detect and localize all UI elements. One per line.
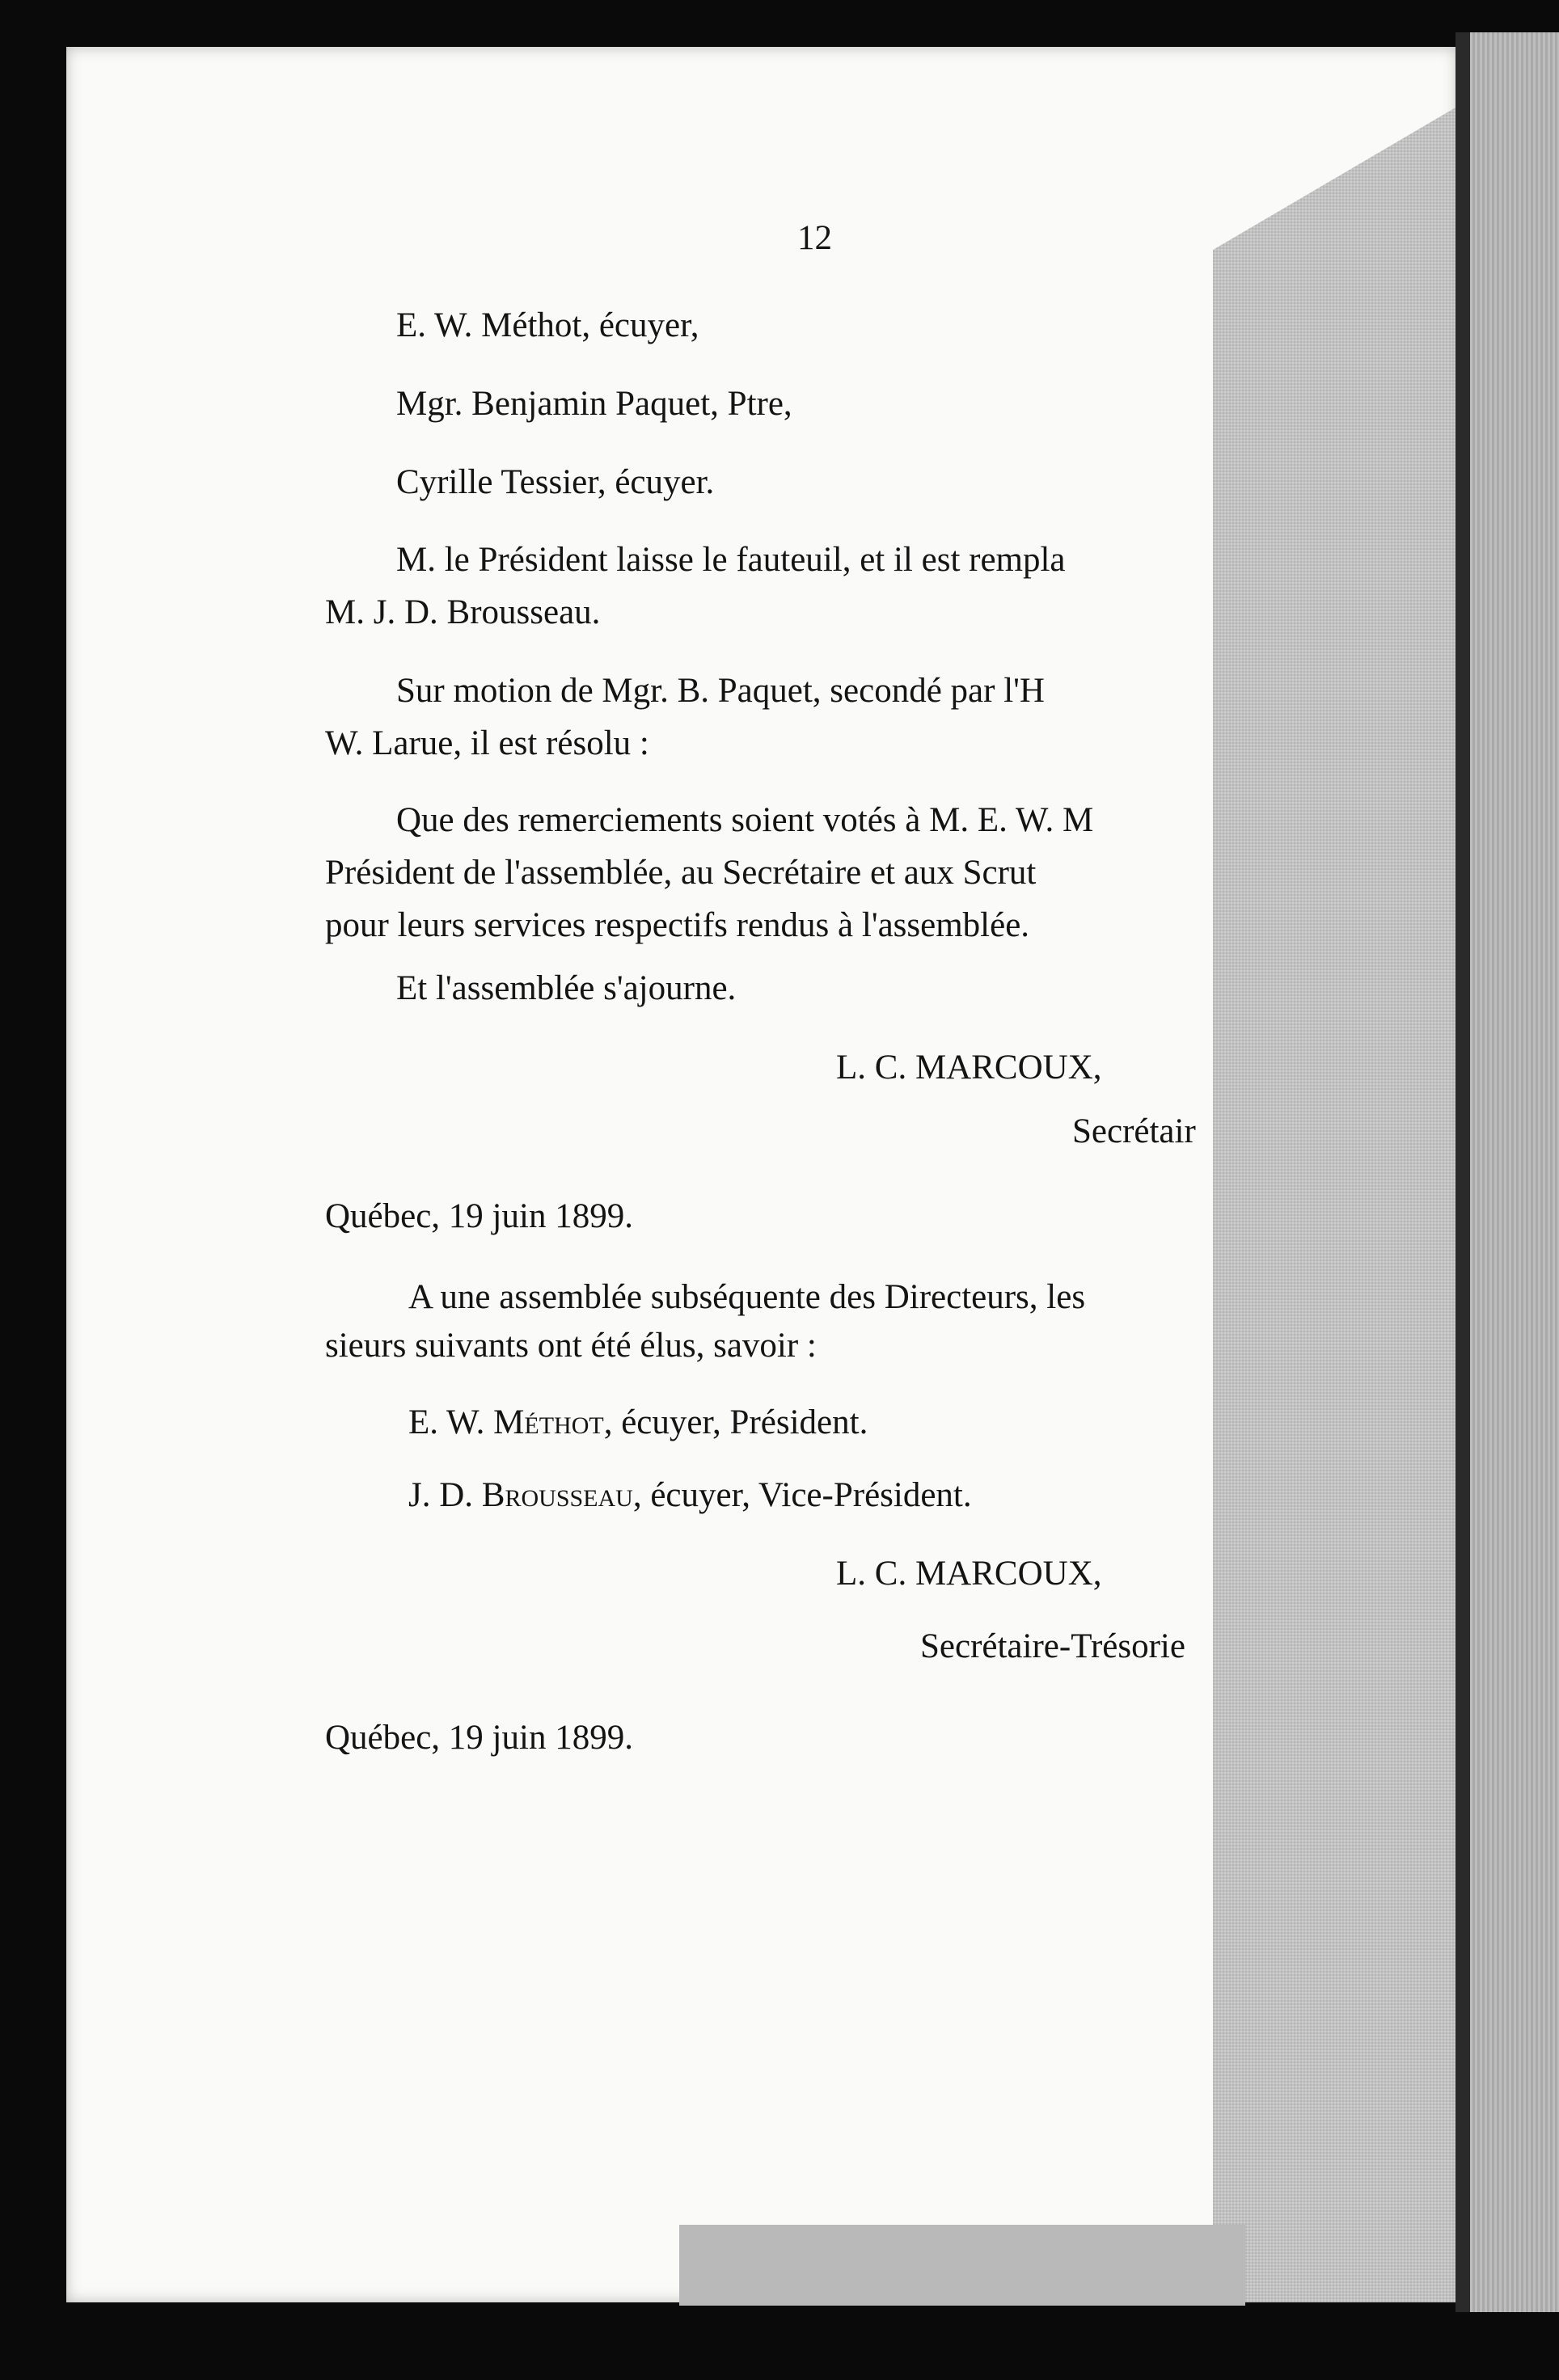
- officer-surname: Méthot: [493, 1403, 604, 1441]
- officer-role: , écuyer, Président.: [603, 1403, 868, 1441]
- officer-line: [408, 1403, 868, 1443]
- text-line: Et l'assemblée s'ajourne.: [396, 969, 737, 1007]
- text-line: E. W. Méthot, écuyer,: [396, 306, 699, 344]
- text-line: M. le Président laisse le fauteuil, et il est rempla: [396, 541, 1066, 579]
- text-line: Cyrille Tessier, écuyer.: [396, 463, 715, 501]
- text-line: Mgr. Benjamin Paquet, Ptre,: [396, 385, 792, 423]
- text-line: A une assemblée subséquente des Directeurs, les: [408, 1278, 1086, 1316]
- officer-line: [408, 1475, 972, 1516]
- signature-name: L. C. MARCOUX,: [836, 1555, 1102, 1593]
- officer-initials: J. D.: [408, 1476, 482, 1514]
- text-line: Président de l'assemblée, au Secrétaire et aux Scrut: [325, 854, 1037, 892]
- date-line: Québec, 19 juin 1899.: [325, 1197, 633, 1235]
- text-line: W. Larue, il est résolu :: [325, 724, 649, 762]
- signature-name: L. C. MARCOUX,: [836, 1049, 1102, 1087]
- text-line: Sur motion de Mgr. B. Paquet, secondé par l'H: [396, 672, 1045, 710]
- text-line: pour leurs services respectifs rendus à l'assemblée.: [325, 906, 1030, 944]
- signature-title: Secrétair: [1072, 1112, 1196, 1150]
- officer-initials: E. W.: [408, 1403, 494, 1441]
- text-line: M. J. D. Brousseau.: [325, 593, 601, 631]
- text-line: sieurs suivants ont été élus, savoir :: [325, 1327, 817, 1365]
- date-line: Québec, 19 juin 1899.: [325, 1719, 633, 1757]
- officer-role: , écuyer, Vice-Président.: [632, 1476, 972, 1514]
- officer-surname: Brousseau: [481, 1476, 633, 1514]
- text-line: Que des remerciements soient votés à M. E. W. M: [396, 801, 1094, 839]
- signature-title: Secrétaire-Trésorie: [920, 1627, 1185, 1665]
- page-number: 12: [797, 219, 832, 257]
